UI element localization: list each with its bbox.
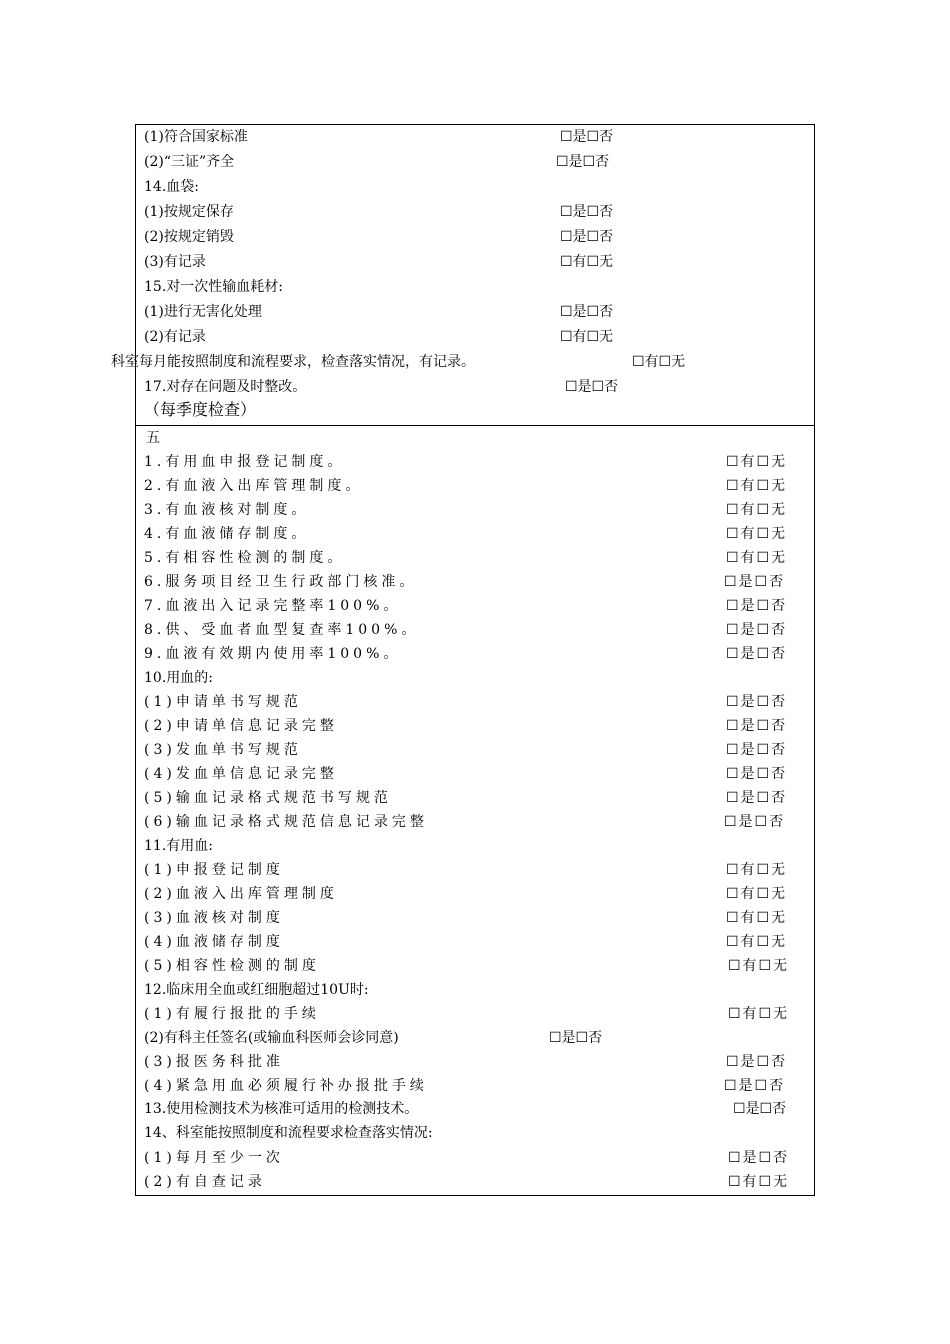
row-heading: 11.有用血: bbox=[144, 838, 213, 854]
checkbox-options[interactable]: ☐是☐否 bbox=[549, 1030, 603, 1046]
checkbox-options[interactable]: ☐有☐无 bbox=[728, 958, 790, 974]
row-text: (2)有科主任签名(或输血科医师会诊同意) bbox=[144, 1030, 399, 1046]
row-text: (1)每月至少一次 bbox=[144, 1150, 284, 1166]
checkbox-options[interactable]: ☐有☐无 bbox=[632, 354, 686, 370]
row-text: (1)申报登记制度 bbox=[144, 862, 284, 878]
checkbox-options[interactable]: ☐是☐否 bbox=[565, 379, 619, 395]
checkbox-options[interactable]: ☐是☐否 bbox=[726, 598, 788, 614]
checkbox-options[interactable]: ☐有☐无 bbox=[726, 478, 788, 494]
row-text: (2)血液入出库管理制度 bbox=[144, 886, 338, 902]
row-text: (2)“三证”齐全 bbox=[144, 154, 235, 170]
row-heading: 10.用血的: bbox=[144, 670, 213, 686]
row-note: （每季度检查） bbox=[144, 400, 257, 419]
row-heading: 14、科室能按照制度和流程要求检查落实情况: bbox=[144, 1125, 433, 1141]
checkbox-options[interactable]: ☐是☐否 bbox=[560, 204, 614, 220]
row-text: (5)输血记录格式规范书写规范 bbox=[144, 790, 392, 806]
checkbox-options[interactable]: ☐是☐否 bbox=[560, 304, 614, 320]
checkbox-options[interactable]: ☐有☐无 bbox=[726, 886, 788, 902]
checkbox-options[interactable]: ☐是☐否 bbox=[726, 766, 788, 782]
row-text: (2)有自查记录 bbox=[144, 1174, 266, 1190]
row-heading: 12.临床用全血或红细胞超过10U时: bbox=[144, 982, 369, 998]
row-text: 3.有血液核对制度。 bbox=[144, 502, 310, 518]
checkbox-options[interactable]: ☐有☐无 bbox=[726, 502, 788, 518]
row-text: 17.对存在问题及时整改。 bbox=[144, 379, 307, 395]
section-number: 五 bbox=[146, 430, 160, 446]
row-text: (5)相容性检测的制度 bbox=[144, 958, 320, 974]
checkbox-options[interactable]: ☐有☐无 bbox=[560, 329, 614, 345]
row-text: 科室每月能按照制度和流程要求，检查落实情况，有记录。 bbox=[111, 354, 475, 370]
checkbox-options[interactable]: ☐是☐否 bbox=[726, 646, 788, 662]
checkbox-options[interactable]: ☐是☐否 bbox=[726, 622, 788, 638]
row-text: (1)符合国家标准 bbox=[144, 129, 248, 145]
row-text: (2)有记录 bbox=[144, 329, 206, 345]
row-text: (1)有履行报批的手续 bbox=[144, 1006, 320, 1022]
row-text: (2)申请单信息记录完整 bbox=[144, 718, 338, 734]
checkbox-options[interactable]: ☐有☐无 bbox=[726, 526, 788, 542]
checkbox-options[interactable]: ☐是☐否 bbox=[724, 814, 786, 830]
row-text: 2.有血液入出库管理制度。 bbox=[144, 478, 364, 494]
row-text: 7.血液出入记录完整率100%。 bbox=[144, 598, 402, 614]
checkbox-options[interactable]: ☐有☐无 bbox=[726, 934, 788, 950]
checkbox-options[interactable]: ☐有☐无 bbox=[726, 550, 788, 566]
row-text: 5.有相容性检测的制度。 bbox=[144, 550, 346, 566]
checkbox-options[interactable]: ☐有☐无 bbox=[726, 862, 788, 878]
row-text: (1)进行无害化处理 bbox=[144, 304, 262, 320]
row-text: 4.有血液储存制度。 bbox=[144, 526, 310, 542]
row-text: 8.供、受血者血型复查率100%。 bbox=[144, 622, 420, 638]
row-text: (1)申请单书写规范 bbox=[144, 694, 302, 710]
checkbox-options[interactable]: ☐有☐无 bbox=[560, 254, 614, 270]
row-text: (1)按规定保存 bbox=[144, 204, 234, 220]
checkbox-options[interactable]: ☐有☐无 bbox=[726, 910, 788, 926]
checkbox-options[interactable]: ☐是☐否 bbox=[724, 1078, 786, 1094]
row-text: (6)输血记录格式规范信息记录完整 bbox=[144, 814, 428, 830]
row-text: 6.服务项目经卫生行政部门核准。 bbox=[144, 574, 418, 590]
checkbox-options[interactable]: ☐是☐否 bbox=[560, 229, 614, 245]
checkbox-options[interactable]: ☐是☐否 bbox=[556, 154, 610, 170]
checkbox-options[interactable]: ☐是☐否 bbox=[726, 1054, 788, 1070]
checkbox-options[interactable]: ☐有☐无 bbox=[726, 454, 788, 470]
checkbox-options[interactable]: ☐是☐否 bbox=[733, 1101, 787, 1117]
checkbox-options[interactable]: ☐是☐否 bbox=[726, 742, 788, 758]
row-text: (4)紧急用血必须履行补办报批手续 bbox=[144, 1078, 428, 1094]
row-text: 13.使用检测技术为核准可适用的检测技术。 bbox=[144, 1101, 419, 1117]
row-text: (4)血液储存制度 bbox=[144, 934, 284, 950]
row-heading: 15.对一次性输血耗材: bbox=[144, 279, 283, 295]
checkbox-options[interactable]: ☐是☐否 bbox=[724, 574, 786, 590]
row-heading: 14.血袋: bbox=[144, 179, 199, 195]
checkbox-options[interactable]: ☐有☐无 bbox=[728, 1006, 790, 1022]
row-text: (3)发血单书写规范 bbox=[144, 742, 302, 758]
checkbox-options[interactable]: ☐有☐无 bbox=[728, 1174, 790, 1190]
checkbox-options[interactable]: ☐是☐否 bbox=[726, 790, 788, 806]
row-text: (3)报医务科批准 bbox=[144, 1054, 284, 1070]
checkbox-options[interactable]: ☐是☐否 bbox=[726, 694, 788, 710]
row-text: 1.有用血申报登记制度。 bbox=[144, 454, 346, 470]
checkbox-options[interactable]: ☐是☐否 bbox=[726, 718, 788, 734]
row-text: 9.血液有效期内使用率100%。 bbox=[144, 646, 402, 662]
row-text: (4)发血单信息记录完整 bbox=[144, 766, 338, 782]
checkbox-options[interactable]: ☐是☐否 bbox=[728, 1150, 790, 1166]
row-text: (3)有记录 bbox=[144, 254, 206, 270]
checkbox-options[interactable]: ☐是☐否 bbox=[560, 129, 614, 145]
row-text: (3)血液核对制度 bbox=[144, 910, 284, 926]
row-text: (2)按规定销毁 bbox=[144, 229, 234, 245]
